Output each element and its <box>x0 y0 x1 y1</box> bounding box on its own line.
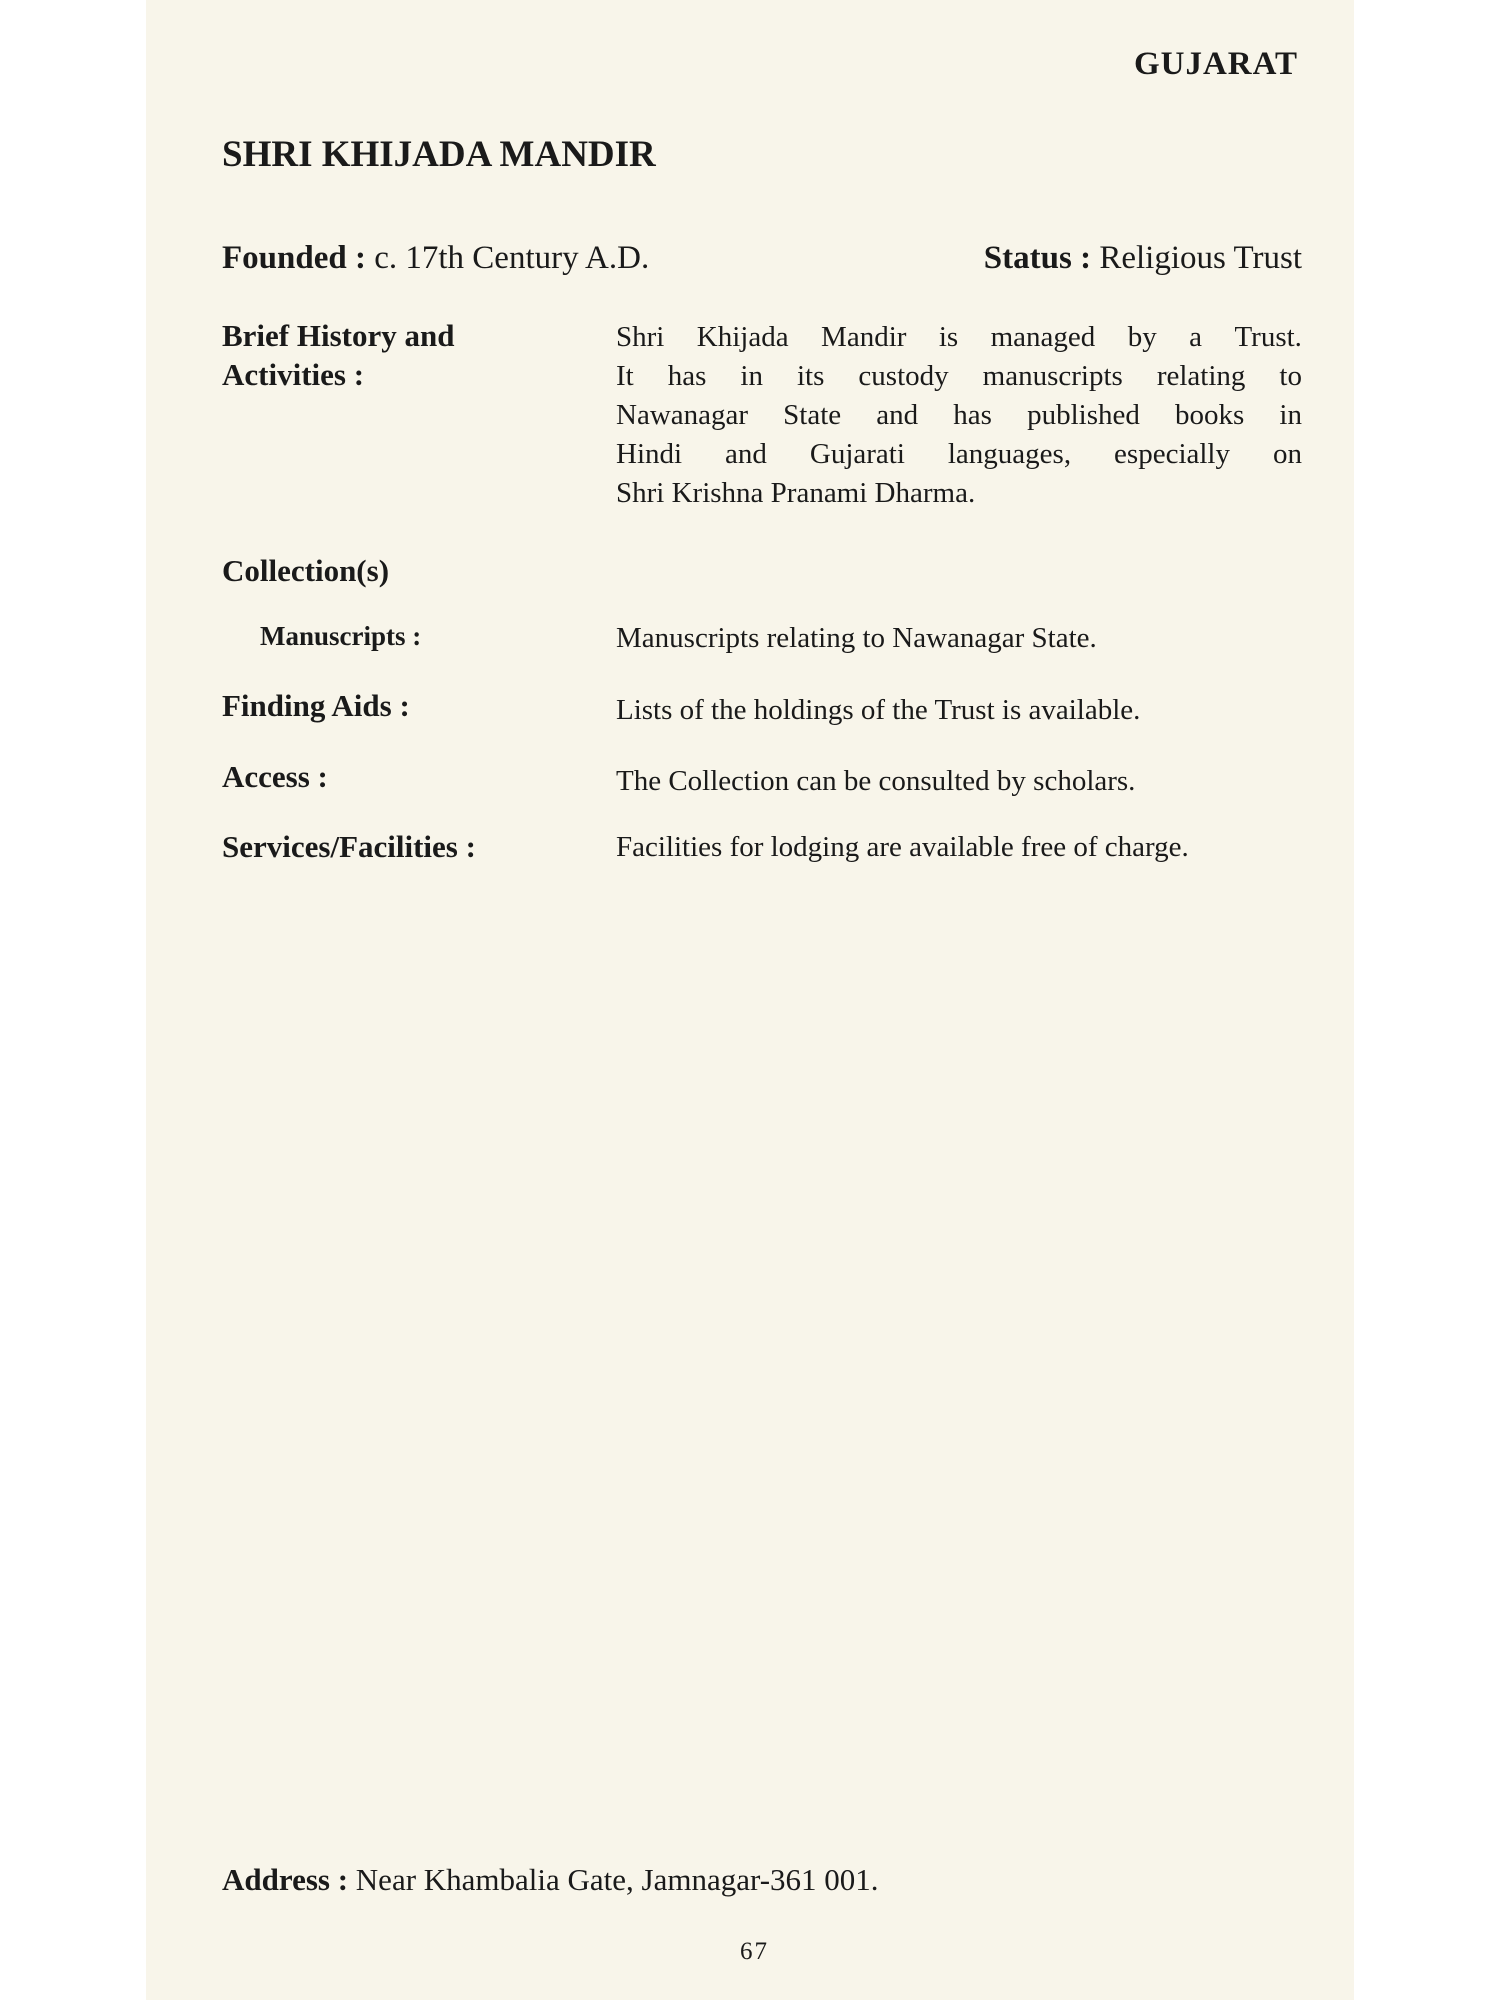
collections-label: Collection(s) <box>222 553 390 588</box>
history-word: Nawanagar <box>616 399 749 431</box>
history-line <box>616 396 1302 435</box>
history-word: to <box>1279 360 1302 392</box>
history-word: in <box>740 360 763 392</box>
services-value: Facilities for lodging are available free of charge. <box>616 831 1189 863</box>
history-word: its <box>797 360 825 392</box>
history-word: and <box>876 399 919 431</box>
history-word: It <box>616 360 634 392</box>
page-number: 67 <box>740 1938 769 1965</box>
history-word: on <box>1272 438 1302 470</box>
region-header: GUJARAT <box>1133 46 1298 82</box>
access-value: The Collection can be consulted by scholars. <box>616 765 1136 797</box>
founded-value: c. 17th Century A.D. <box>374 240 650 276</box>
history-word: languages, <box>947 438 1072 470</box>
address-field: Address : Near Khambalia Gate, Jamnagar-361 001. <box>222 1862 879 1897</box>
history-line <box>616 474 1302 513</box>
manuscripts-label: Manuscripts : <box>260 621 422 651</box>
access-label: Access : <box>222 759 328 794</box>
history-line <box>616 435 1302 474</box>
history-word: custody <box>858 360 949 392</box>
status-value: Religious Trust <box>1099 240 1302 276</box>
history-word: Gujarati <box>809 438 905 470</box>
history-word: Shri Krishna Pranami Dharma. <box>616 477 976 509</box>
history-word: is <box>938 321 959 353</box>
finding-aids-value: Lists of the holdings of the Trust is available. <box>616 694 1141 726</box>
history-word: Khijada <box>696 321 789 353</box>
manuscripts-value: Manuscripts relating to Nawanagar State. <box>616 622 1097 654</box>
history-line <box>616 357 1302 396</box>
services-label: Services/Facilities : <box>222 829 476 864</box>
founded-field: Founded : c. 17th Century A.D. <box>222 240 650 276</box>
history-word: especially <box>1114 438 1230 470</box>
history-word: State <box>783 399 842 431</box>
status-label: Status <box>983 240 1072 276</box>
finding-aids-label: Finding Aids : <box>222 688 410 723</box>
document-page <box>146 0 1354 2000</box>
entry-title: SHRI KHIJADA MANDIR <box>222 134 656 175</box>
history-word: manuscripts <box>982 360 1123 392</box>
address-label: Address <box>222 1862 330 1897</box>
history-word: Trust. <box>1234 321 1302 353</box>
history-word: managed <box>990 321 1096 353</box>
history-word: published <box>1027 399 1140 431</box>
status-field: Status : Religious Trust <box>983 240 1302 276</box>
history-word: Mandir <box>821 321 907 353</box>
history-word: and <box>725 438 767 470</box>
history-word: in <box>1279 399 1302 431</box>
history-word: has <box>667 360 707 392</box>
history-word: Shri <box>616 321 665 353</box>
history-word: relating <box>1156 360 1246 392</box>
history-label-line1: Brief History and <box>222 318 455 353</box>
history-word: has <box>953 399 992 431</box>
history-line <box>616 318 1302 357</box>
address-value: Near Khambalia Gate, Jamnagar-361 001. <box>355 1862 879 1897</box>
history-label-line2: Activities : <box>222 357 365 392</box>
history-text <box>616 318 1302 513</box>
history-word: by <box>1127 321 1157 353</box>
history-word: a <box>1189 321 1203 353</box>
founded-label: Founded <box>222 240 347 276</box>
history-word: Hindi <box>616 438 683 470</box>
history-word: books <box>1174 399 1245 431</box>
